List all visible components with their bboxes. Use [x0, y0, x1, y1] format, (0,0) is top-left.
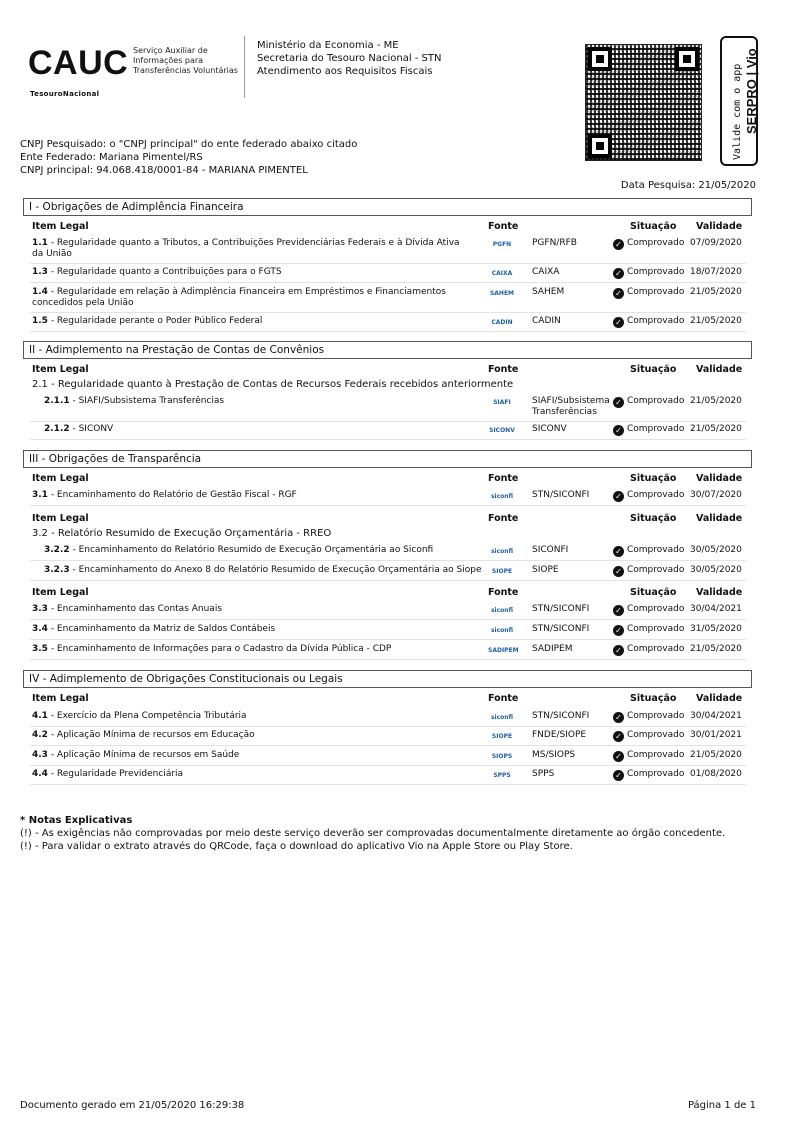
validade-cell: 07/09/2020 [690, 238, 742, 248]
source-logo-icon: siconfi [490, 714, 514, 721]
source-logo-icon: SIOPS [491, 753, 513, 760]
col-validade: Validade [696, 513, 743, 524]
fonte-cell: SPPS [532, 769, 555, 779]
item-text: - SIAFI/Subsistema Transferências [69, 396, 225, 406]
check-circle-icon: ✓ [613, 239, 624, 250]
table-row [30, 238, 746, 264]
item-number: 2.1.1 [44, 396, 70, 406]
situacao-text: Comprovado [627, 750, 685, 760]
entity-info [20, 138, 357, 177]
col-fonte: Fonte [488, 473, 519, 484]
item-text: - Regularidade perante o Poder Público Federal [47, 316, 263, 326]
col-situacao: Situação [630, 693, 677, 704]
item-number: 3.3 [32, 604, 48, 614]
qr-code [585, 44, 702, 161]
situacao-text: Comprovado [627, 316, 685, 326]
col-fonte: Fonte [488, 364, 519, 375]
subsection-heading: 2.1 - Regularidade quanto à Prestação de Contas de Recursos Federais recebidos anteriormente [32, 379, 514, 390]
col-item: Item Legal [32, 221, 89, 232]
situacao-cell [613, 624, 689, 636]
item-legal [44, 545, 484, 556]
column-header [30, 587, 746, 601]
source-logo-icon: PGFN [492, 241, 512, 248]
item-number: 1.4 [32, 287, 48, 297]
fonte-cell: STN/SICONFI [532, 711, 590, 721]
situacao-text: Comprovado [627, 490, 685, 500]
section-title: II - Adimplemento na Prestação de Contas de Convênios [23, 341, 752, 359]
check-circle-icon: ✓ [613, 751, 624, 762]
check-circle-icon: ✓ [613, 770, 624, 781]
item-number: 3.1 [32, 490, 48, 500]
header-divider [244, 36, 245, 98]
item-legal [32, 730, 472, 741]
check-circle-icon: ✓ [613, 288, 624, 299]
check-circle-icon: ✓ [613, 712, 624, 723]
section-title: I - Obrigações de Adimplência Financeira [23, 198, 752, 216]
fonte-cell: STN/SICONFI [532, 624, 590, 634]
situacao-cell [613, 711, 689, 723]
item-legal [44, 396, 484, 407]
notes-title: * Notas Explicativas [20, 815, 133, 826]
source-logo-icon: SADIPEM [488, 647, 519, 654]
item-legal [44, 565, 484, 576]
ministry-line: Secretaria do Tesouro Nacional - STN [257, 53, 442, 64]
situacao-text: Comprovado [627, 267, 685, 277]
table-row [30, 287, 746, 313]
item-text: - Exercício da Plena Competência Tributária [47, 711, 247, 721]
check-circle-icon: ✓ [613, 425, 624, 436]
item-legal [32, 769, 472, 780]
source-logo-icon: siconfi [490, 607, 514, 614]
item-legal [32, 267, 472, 278]
col-situacao: Situação [630, 473, 677, 484]
cnpj-pesquisado: CNPJ Pesquisado: o "CNPJ principal" do ente federado abaixo citado [20, 139, 358, 150]
situacao-text: Comprovado [627, 545, 685, 555]
fonte-cell: CAIXA [532, 267, 560, 277]
ente-federado: Ente Federado: Mariana Pimentel/RS [20, 152, 203, 163]
cnpj-principal: CNPJ principal: 94.068.418/0001-84 - MARIANA PIMENTEL [20, 165, 308, 176]
column-header [30, 693, 746, 707]
item-number: 3.4 [32, 624, 48, 634]
note-line: (!) - As exigências não comprovadas por meio deste serviço deverão ser comprovadas documentalmente diretamente ao órgão concedente. [20, 828, 726, 839]
validade-cell: 30/07/2020 [690, 490, 742, 500]
item-number: 3.2.3 [44, 565, 70, 575]
source-logo-icon: SIOPE [491, 568, 513, 575]
situacao-text: Comprovado [627, 287, 685, 297]
qr-finder [588, 47, 612, 71]
source-logo-icon: SIAFI [493, 399, 511, 406]
situacao-cell [613, 287, 689, 299]
check-circle-icon: ✓ [613, 605, 624, 616]
situacao-cell [613, 238, 689, 250]
item-text: - Regularidade em relação à Adimplência Financeira em Empréstimos e Financiamentos concedidos pela União [32, 287, 446, 308]
check-circle-icon: ✓ [613, 645, 624, 656]
ministry-line: Atendimento aos Requisitos Fiscais [257, 66, 433, 77]
check-circle-icon: ✓ [613, 317, 624, 328]
col-fonte: Fonte [488, 221, 519, 232]
source-logo-icon: SIOPE [491, 733, 513, 740]
validade-cell: 21/05/2020 [690, 644, 742, 654]
situacao-text: Comprovado [627, 565, 685, 575]
fonte-cell: SIAFI/Subsistema Transferências [532, 396, 610, 417]
item-text: - SICONV [69, 424, 114, 434]
source-logo-icon: siconfi [490, 493, 514, 500]
check-circle-icon: ✓ [613, 566, 624, 577]
validade-cell: 30/05/2020 [690, 545, 742, 555]
situacao-text: Comprovado [627, 424, 685, 434]
validade-cell: 21/05/2020 [690, 424, 742, 434]
source-logo-icon: SICONV [489, 427, 515, 434]
table-row [30, 624, 746, 640]
situacao-cell [613, 424, 689, 436]
item-text: - Encaminhamento do Relatório de Gestão Fiscal - RGF [47, 490, 297, 500]
fonte-cell: SICONFI [532, 545, 569, 555]
explanatory-notes [20, 814, 725, 853]
col-item: Item Legal [32, 473, 89, 484]
col-item: Item Legal [32, 693, 89, 704]
ministry-block [257, 39, 442, 78]
item-text: - Encaminhamento das Contas Anuais [47, 604, 223, 614]
situacao-text: Comprovado [627, 624, 685, 634]
situacao-text: Comprovado [627, 604, 685, 614]
situacao-cell [613, 267, 689, 279]
vio-badge [720, 36, 758, 166]
situacao-cell [613, 490, 689, 502]
table-row [30, 424, 746, 440]
col-fonte: Fonte [488, 693, 519, 704]
table-row [30, 565, 746, 581]
situacao-cell [613, 769, 689, 781]
ministry-line: Ministério da Economia - ME [257, 40, 399, 51]
table-row [30, 730, 746, 746]
table-row [30, 750, 746, 766]
col-validade: Validade [696, 221, 743, 232]
qr-finder [675, 47, 699, 71]
col-situacao: Situação [630, 587, 677, 598]
item-text: - Encaminhamento da Matriz de Saldos Contábeis [47, 624, 276, 634]
col-validade: Validade [696, 693, 743, 704]
validade-cell: 01/08/2020 [690, 769, 742, 779]
col-situacao: Situação [630, 364, 677, 375]
situacao-cell [613, 545, 689, 557]
validade-cell: 18/07/2020 [690, 267, 742, 277]
col-item: Item Legal [32, 587, 89, 598]
table-row [30, 769, 746, 785]
column-header [30, 473, 746, 487]
vio-brand: SERPRO | Vio [744, 48, 759, 134]
item-number: 4.1 [32, 711, 48, 721]
subsection-heading: 3.2 - Relatório Resumido de Execução Orçamentária - RREO [32, 528, 332, 539]
situacao-text: Comprovado [627, 644, 685, 654]
validade-cell: 21/05/2020 [690, 750, 742, 760]
table-row [30, 490, 746, 506]
fonte-cell: SIOPE [532, 565, 559, 575]
page-number: Página 1 de 1 [687, 1100, 756, 1111]
col-fonte: Fonte [488, 587, 519, 598]
item-legal [32, 490, 472, 501]
data-pesquisa: Data Pesquisa: 21/05/2020 [620, 180, 756, 191]
col-item: Item Legal [32, 364, 89, 375]
note-line: (!) - Para validar o extrato através do QRCode, faça o download do aplicativo Vio na Apple Store ou Play Store. [20, 841, 573, 852]
tesouro-label: TesouroNacional [30, 90, 100, 98]
situacao-text: Comprovado [627, 396, 685, 406]
validade-cell: 21/05/2020 [690, 316, 742, 326]
item-number: 4.4 [32, 769, 48, 779]
validade-cell: 30/01/2021 [690, 730, 742, 740]
fonte-cell: STN/SICONFI [532, 490, 590, 500]
item-text: - Encaminhamento do Relatório Resumido de Execução Orçamentária ao Siconfi [69, 545, 434, 555]
situacao-text: Comprovado [627, 730, 685, 740]
validade-cell: 21/05/2020 [690, 396, 742, 406]
fonte-cell: FNDE/SIOPE [532, 730, 587, 740]
col-situacao: Situação [630, 513, 677, 524]
item-legal [32, 238, 472, 260]
item-number: 1.3 [32, 267, 48, 277]
item-legal [32, 644, 472, 655]
situacao-cell [613, 730, 689, 742]
validade-cell: 30/04/2021 [690, 604, 742, 614]
check-circle-icon: ✓ [613, 625, 624, 636]
table-row [30, 545, 746, 561]
section-title: IV - Adimplemento de Obrigações Constitucionais ou Legais [23, 670, 752, 688]
check-circle-icon: ✓ [613, 731, 624, 742]
validade-cell: 30/04/2021 [690, 711, 742, 721]
table-row [30, 267, 746, 283]
item-legal [32, 287, 472, 309]
fonte-cell: MS/SIOPS [532, 750, 576, 760]
source-logo-icon: SPPS [493, 772, 511, 779]
vio-text: Valide com o app [732, 63, 743, 160]
situacao-cell [613, 644, 689, 656]
check-circle-icon: ✓ [613, 491, 624, 502]
item-legal [32, 624, 472, 635]
situacao-cell [613, 316, 689, 328]
table-row [30, 316, 746, 332]
situacao-cell [613, 604, 689, 616]
situacao-cell [613, 396, 689, 408]
column-header [30, 221, 746, 235]
source-logo-icon: siconfi [490, 627, 514, 634]
table-row [30, 644, 746, 660]
fonte-cell: SAHEM [532, 287, 565, 297]
check-circle-icon: ✓ [613, 397, 624, 408]
item-text: - Aplicação Mínima de recursos em Educação [47, 730, 255, 740]
item-legal [32, 711, 472, 722]
validade-cell: 21/05/2020 [690, 287, 742, 297]
col-validade: Validade [696, 587, 743, 598]
item-number: 1.1 [32, 238, 48, 248]
item-text: - Regularidade quanto a Contribuições para o FGTS [47, 267, 282, 277]
source-logo-icon: CAIXA [491, 270, 513, 277]
column-header [30, 364, 746, 378]
section-title: III - Obrigações de Transparência [23, 450, 752, 468]
situacao-cell [613, 565, 689, 577]
fonte-cell: SADIPEM [532, 644, 573, 654]
item-text: - Aplicação Mínima de recursos em Saúde [47, 750, 240, 760]
column-header [30, 513, 746, 527]
fonte-cell: PGFN/RFB [532, 238, 577, 248]
source-logo-icon: CADIN [491, 319, 513, 326]
item-number: 4.2 [32, 730, 48, 740]
check-circle-icon: ✓ [613, 546, 624, 557]
fonte-cell: STN/SICONFI [532, 604, 590, 614]
check-circle-icon: ✓ [613, 268, 624, 279]
situacao-text: Comprovado [627, 769, 685, 779]
item-legal [32, 750, 472, 761]
col-fonte: Fonte [488, 513, 519, 524]
source-logo-icon: SAHEM [489, 290, 515, 297]
item-legal [32, 604, 472, 615]
situacao-text: Comprovado [627, 711, 685, 721]
item-number: 3.5 [32, 644, 48, 654]
validade-cell: 31/05/2020 [690, 624, 742, 634]
table-row [30, 604, 746, 620]
validade-cell: 30/05/2020 [690, 565, 742, 575]
item-text: - Encaminhamento de Informações para o Cadastro da Dívida Pública - CDP [47, 644, 392, 654]
col-validade: Validade [696, 473, 743, 484]
item-text: - Regularidade Previdenciária [47, 769, 184, 779]
table-row [30, 396, 746, 422]
situacao-cell [613, 750, 689, 762]
generated-timestamp: Documento gerado em 21/05/2020 16:29:38 [20, 1100, 245, 1111]
situacao-text: Comprovado [627, 238, 685, 248]
col-situacao: Situação [630, 221, 677, 232]
cauc-subtitle: Serviço Auxiliar de Informações para Transferências Voluntárias [133, 46, 238, 75]
item-legal [32, 316, 472, 327]
fonte-cell: SICONV [532, 424, 567, 434]
cauc-logo: CAUC [28, 44, 129, 82]
item-text: - Encaminhamento do Anexo 8 do Relatório Resumido de Execução Orçamentária ao Siope [69, 565, 482, 575]
item-number: 2.1.2 [44, 424, 70, 434]
qr-finder [588, 134, 612, 158]
item-number: 1.5 [32, 316, 48, 326]
col-validade: Validade [696, 364, 743, 375]
fonte-cell: CADIN [532, 316, 561, 326]
item-text: - Regularidade quanto a Tributos, a Contribuições Previdenciárias Federais e à Dívida Ativa da União [32, 238, 460, 259]
source-logo-icon: siconfi [490, 548, 514, 555]
col-item: Item Legal [32, 513, 89, 524]
table-row [30, 711, 746, 727]
item-number: 3.2.2 [44, 545, 70, 555]
item-legal [44, 424, 484, 435]
item-number: 4.3 [32, 750, 48, 760]
